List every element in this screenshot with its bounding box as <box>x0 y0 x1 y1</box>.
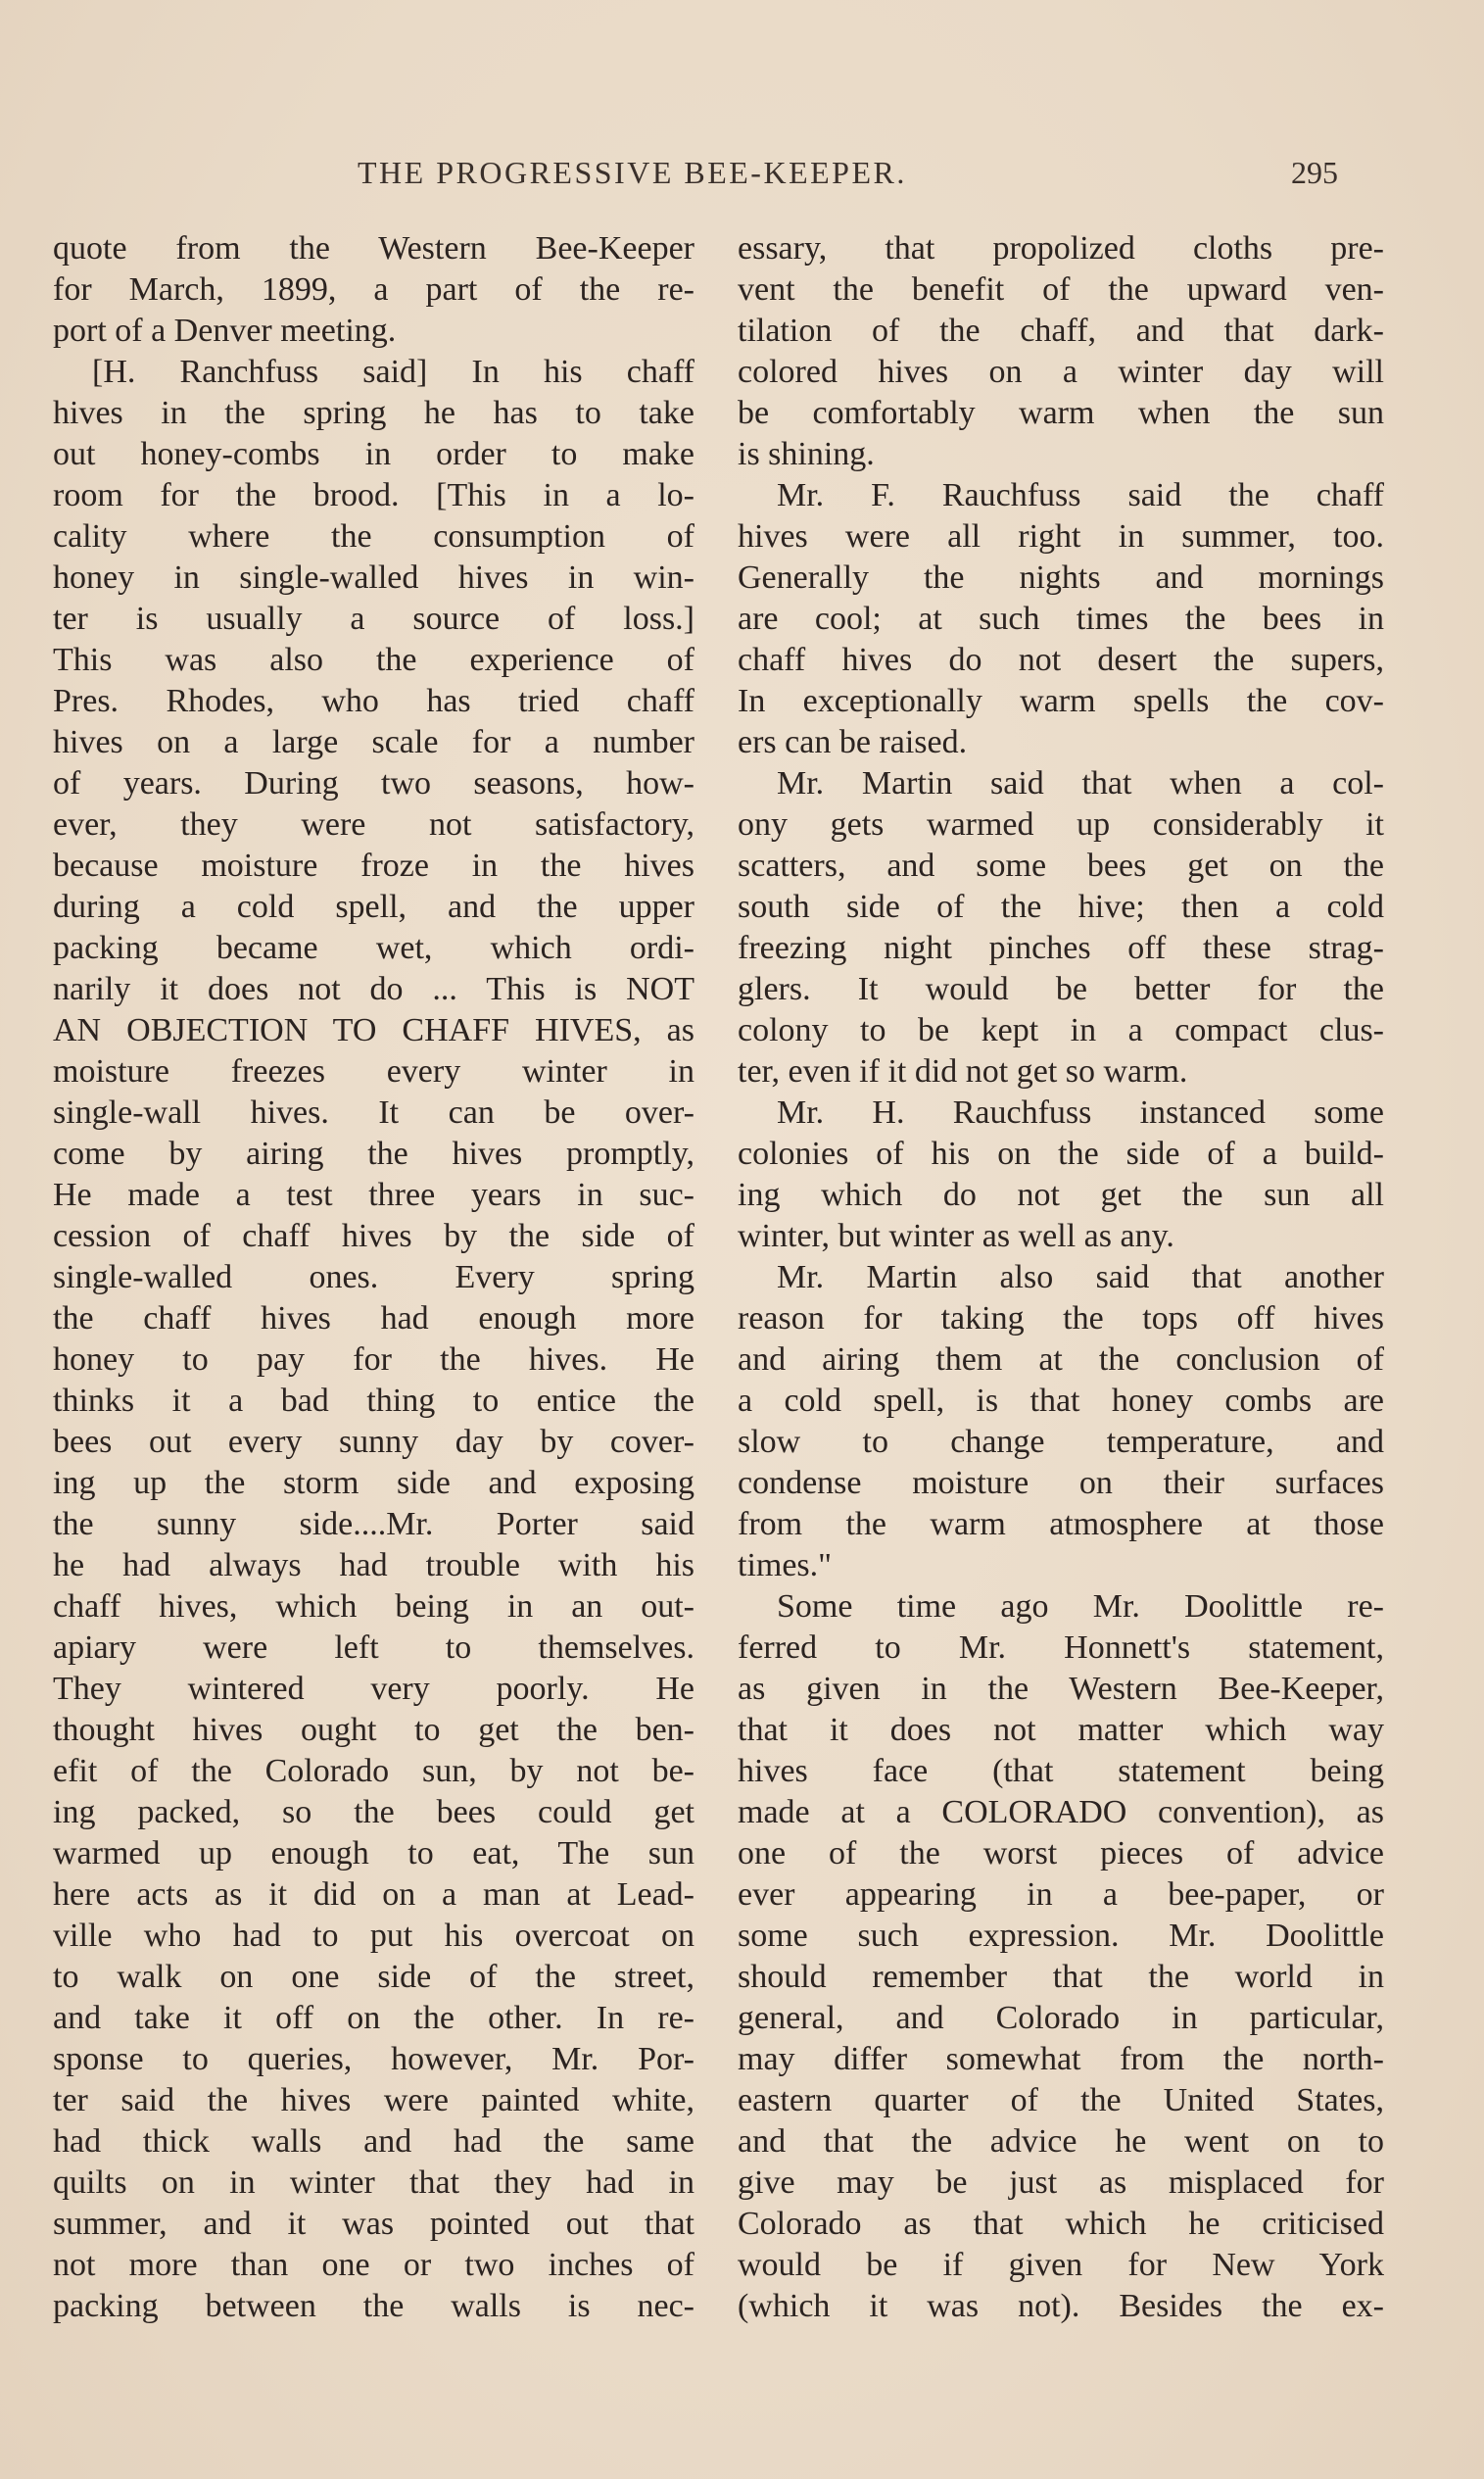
text-line: They wintered very poorly. He <box>53 1671 694 1707</box>
page-number: 295 <box>1291 155 1338 190</box>
text-line: He made a test three years in suc- <box>53 1177 694 1213</box>
text-line: room for the brood. [This in a lo- <box>53 477 694 513</box>
text-line: moisture freezes every winter in <box>53 1053 694 1090</box>
text-line: some such expression. Mr. Doolittle <box>738 1918 1384 1954</box>
text-line: honey to pay for the hives. He <box>53 1341 694 1378</box>
text-line: during a cold spell, and the upper <box>53 889 694 925</box>
text-line: In exceptionally warm spells the cov- <box>738 683 1384 719</box>
text-line: chaff hives, which being in an out- <box>53 1588 694 1625</box>
text-line: essary, that propolized cloths pre- <box>738 230 1384 267</box>
text-line: tilation of the chaff, and that dark- <box>738 313 1384 349</box>
text-line: Pres. Rhodes, who has tried chaff <box>53 683 694 719</box>
text-line: because moisture froze in the hives <box>53 848 694 884</box>
text-line: from the warm atmosphere at those <box>738 1506 1384 1542</box>
text-line: ing up the storm side and exposing <box>53 1465 694 1501</box>
text-line: narily it does not do ... This is NOT <box>53 971 694 1007</box>
text-line: summer, and it was pointed out that <box>53 2206 694 2242</box>
text-line: colony to be kept in a compact clus- <box>738 1012 1384 1048</box>
text-line: chaff hives do not desert the supers, <box>738 642 1384 678</box>
text-line: is shining. <box>738 436 875 472</box>
text-line: and take it off on the other. In re- <box>53 2000 694 2036</box>
text-line: sponse to queries, however, Mr. Por- <box>53 2041 694 2077</box>
text-line: that it does not matter which way <box>738 1712 1384 1748</box>
text-line: quilts on in winter that they had in <box>53 2164 694 2201</box>
text-line: ter is usually a source of loss.] <box>53 601 694 637</box>
text-line: efit of the Colorado sun, by not be- <box>53 1753 694 1789</box>
text-line: Some time ago Mr. Doolittle re- <box>777 1588 1384 1625</box>
running-head: THE PROGRESSIVE BEE-KEEPER. <box>358 155 907 190</box>
text-line: be comfortably warm when the sun <box>738 395 1384 431</box>
text-line: times." <box>738 1547 833 1583</box>
text-line: the sunny side....Mr. Porter said <box>53 1506 694 1542</box>
text-line: would be if given for New York <box>738 2247 1384 2283</box>
text-line: warmed up enough to eat, The sun <box>53 1835 694 1871</box>
text-line: Mr. H. Rauchfuss instanced some <box>777 1094 1384 1131</box>
text-line: bees out every sunny day by cover- <box>53 1424 694 1460</box>
text-line: hives were all right in summer, too. <box>738 518 1384 555</box>
text-line: This was also the experience of <box>53 642 694 678</box>
text-line: condense moisture on their surfaces <box>738 1465 1384 1501</box>
text-line: winter, but winter as well as any. <box>738 1218 1174 1254</box>
text-line: eastern quarter of the United States, <box>738 2082 1384 2118</box>
text-line: give may be just as misplaced for <box>738 2164 1384 2201</box>
text-line: Mr. Martin also said that another <box>777 1259 1384 1295</box>
text-line: hives in the spring he has to take <box>53 395 694 431</box>
text-line: ever, they were not satisfactory, <box>53 806 694 843</box>
text-line: reason for taking the tops off hives <box>738 1300 1384 1337</box>
text-line: packing between the walls is nec- <box>53 2288 694 2324</box>
text-line: honey in single-walled hives in win- <box>53 559 694 596</box>
text-line: of years. During two seasons, how- <box>53 765 694 802</box>
text-line: ers can be raised. <box>738 724 968 760</box>
text-line: freezing night pinches off these strag- <box>738 930 1384 966</box>
text-line: ter, even if it did not get so warm. <box>738 1053 1188 1090</box>
text-line: quote from the Western Bee-Keeper <box>53 230 694 267</box>
text-line: general, and Colorado in particular, <box>738 2000 1384 2036</box>
text-line: (which it was not). Besides the ex- <box>738 2288 1384 2324</box>
text-line: single-wall hives. It can be over- <box>53 1094 694 1131</box>
text-line: ferred to Mr. Honnett's statement, <box>738 1629 1384 1666</box>
text-line: thinks it a bad thing to entice the <box>53 1383 694 1419</box>
text-line: ville who had to put his overcoat on <box>53 1918 694 1954</box>
text-line: AN OBJECTION TO CHAFF HIVES, as <box>53 1012 694 1048</box>
text-line: ony gets warmed up considerably it <box>738 806 1384 843</box>
text-line: single-walled ones. Every spring <box>53 1259 694 1295</box>
text-line: the chaff hives had enough more <box>53 1300 694 1337</box>
text-line: he had always had trouble with his <box>53 1547 694 1583</box>
text-line: port of a Denver meeting. <box>53 313 397 349</box>
text-line: cession of chaff hives by the side of <box>53 1218 694 1254</box>
text-line: thought hives ought to get the ben- <box>53 1712 694 1748</box>
text-line: not more than one or two inches of <box>53 2247 694 2283</box>
text-line: and that the advice he went on to <box>738 2123 1384 2160</box>
text-line: ter said the hives were painted white, <box>53 2082 694 2118</box>
text-line: a cold spell, is that honey combs are <box>738 1383 1384 1419</box>
text-line: out honey-combs in order to make <box>53 436 694 472</box>
left-column <box>53 228 694 2327</box>
text-line: cality where the consumption of <box>53 518 694 555</box>
text-line: apiary were left to themselves. <box>53 1629 694 1666</box>
text-line: come by airing the hives promptly, <box>53 1136 694 1172</box>
text-line: colored hives on a winter day will <box>738 354 1384 390</box>
text-line: had thick walls and had the same <box>53 2123 694 2160</box>
text-line: as given in the Western Bee-Keeper, <box>738 1671 1384 1707</box>
text-line: packing became wet, which ordi- <box>53 930 694 966</box>
right-column <box>738 228 1384 2327</box>
text-line: for March, 1899, a part of the re- <box>53 271 694 308</box>
text-line: colonies of his on the side of a build- <box>738 1136 1384 1172</box>
text-line: made at a COLORADO convention), as <box>738 1794 1384 1830</box>
text-line: Generally the nights and mornings <box>738 559 1384 596</box>
text-line: slow to change temperature, and <box>738 1424 1384 1460</box>
text-line: Mr. F. Rauchfuss said the chaff <box>777 477 1384 513</box>
text-line: scatters, and some bees get on the <box>738 848 1384 884</box>
text-line: here acts as it did on a man at Lead- <box>53 1876 694 1913</box>
text-line: and airing them at the conclusion of <box>738 1341 1384 1378</box>
text-line: ever appearing in a bee-paper, or <box>738 1876 1384 1913</box>
text-line: one of the worst pieces of advice <box>738 1835 1384 1871</box>
text-line: Mr. Martin said that when a col- <box>777 765 1384 802</box>
text-line: ing packed, so the bees could get <box>53 1794 694 1830</box>
text-line: Colorado as that which he criticised <box>738 2206 1384 2242</box>
text-line: may differ somewhat from the north- <box>738 2041 1384 2077</box>
text-line: glers. It would be better for the <box>738 971 1384 1007</box>
text-line: ing which do not get the sun all <box>738 1177 1384 1213</box>
text-line: to walk on one side of the street, <box>53 1959 694 1995</box>
text-line: hives on a large scale for a number <box>53 724 694 760</box>
text-line: [H. Ranchfuss said] In his chaff <box>92 354 694 390</box>
text-line: are cool; at such times the bees in <box>738 601 1384 637</box>
text-line: vent the benefit of the upward ven- <box>738 271 1384 308</box>
text-line: south side of the hive; then a cold <box>738 889 1384 925</box>
text-line: should remember that the world in <box>738 1959 1384 1995</box>
text-line: hives face (that statement being <box>738 1753 1384 1789</box>
